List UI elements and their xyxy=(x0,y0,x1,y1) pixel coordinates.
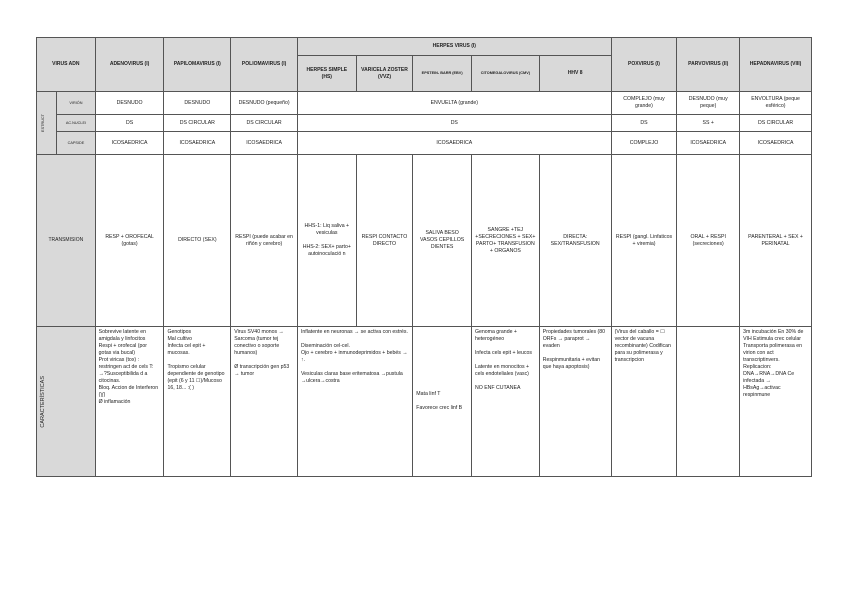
header-hhv8: HHV 8 xyxy=(539,56,611,92)
virion-adeno: DESNUDO xyxy=(95,92,164,115)
acnucleico-polioma: DS CIRCULAR xyxy=(231,115,298,132)
caract-polioma: Virus SV40 monos → Sarcoma (tumor tej conectivo o soporte humanos) Ø transcripción gen p53 → tumor xyxy=(231,327,298,477)
header-poxvirus: POXVIRUS (I) xyxy=(611,38,677,92)
virion-polioma: DESNUDO (pequeño) xyxy=(231,92,298,115)
header-citomegalovirus: CITOMEGALOVIRUS (CMV) xyxy=(471,56,539,92)
side-acnucleico: AC.NUCLEI xyxy=(57,115,95,132)
header-virus-adn: VIRUS ADN xyxy=(37,38,96,92)
capside-herpes: ICOSAEDRICA xyxy=(297,132,611,155)
virion-hepadna: ENVOLTURA (peque esférico) xyxy=(740,92,812,115)
side-estruct: ESTRUCT xyxy=(37,92,57,155)
acnucleico-pox: DS xyxy=(611,115,677,132)
transmision-herpes-simple: HHS-1: Liq saliva + vesiculas HHS-2: SEX+ parto+ autoinoculació n xyxy=(297,155,356,327)
transmision-cmv: SANGRE +TEJ +SECRECIONES + SEX+ PARTO+ TRANSFUSION + ORGANOS xyxy=(471,155,539,327)
virion-pox: COMPLEJO (muy grande) xyxy=(611,92,677,115)
transmision-parvo: ORAL + RESPI (secreciones) xyxy=(677,155,740,327)
side-capside: CAPSIDE xyxy=(57,132,95,155)
capside-pox: COMPLEJO xyxy=(611,132,677,155)
capside-adeno: ICOSAEDRICA xyxy=(95,132,164,155)
header-varicela-zoster: VARICELA ZOSTER (VVZ) xyxy=(356,56,413,92)
transmision-papiloma: DIRECTO (SEX) xyxy=(164,155,231,327)
acnucleico-hepadna: DS CIRCULAR xyxy=(740,115,812,132)
transmision-hhv8: DIRECTA: SEX/TRANSFUSION xyxy=(539,155,611,327)
transmision-hepadna: PARENTERAL + SEX + PERINATAL xyxy=(740,155,812,327)
side-virion: VIRIÓN xyxy=(57,92,95,115)
virus-table xyxy=(36,37,812,477)
caract-cmv: Genoma grande + heterogéneo Infecta cels epit + leucos Latente en monocitos + cels endoteliales (vasc) NO ENF CUTANEA xyxy=(471,327,539,477)
header-herpes-simple: HERPES SIMPLE (HS) xyxy=(297,56,356,92)
header-epstein-barr: EPSTEIN- BARR (EBV) xyxy=(413,56,472,92)
transmision-varicela: RESPI CONTACTO DIRECTO xyxy=(356,155,413,327)
acnucleico-herpes: DS xyxy=(297,115,611,132)
transmision-ebv: SALIVA BESO VASOS CEPILLOS DIENTES xyxy=(413,155,472,327)
header-papilomavirus: PAPILOMAVIRUS (I) xyxy=(164,38,231,92)
capside-papiloma: ICOSAEDRICA xyxy=(164,132,231,155)
side-transmision: TRANSMISION xyxy=(37,155,96,327)
caract-herpes-simple-varicela: Inflatente en neuronas → se activa con estrés. Diseminación cel-cel. Ojo + cerebro + inmunodeprimidos + bebés → ↑. Vesiculas claras base eritematosa →pustula →ulcera→costra xyxy=(297,327,412,477)
transmision-adeno: RESP + OROFECAL (gotas) xyxy=(95,155,164,327)
virion-papiloma: DESNUDO xyxy=(164,92,231,115)
side-caracteristicas: CARACTERÍSTICAS xyxy=(37,327,96,477)
header-poliomavirus: POLIOMAVIRUS (I) xyxy=(231,38,298,92)
caract-parvo xyxy=(677,327,740,477)
transmision-polioma: RESPI (puede acabar en riñón y cerebro) xyxy=(231,155,298,327)
virion-herpes: ENVUELTA (grande) xyxy=(297,92,611,115)
capside-hepadna: ICOSAEDRICA xyxy=(740,132,812,155)
capside-polioma: ICOSAEDRICA xyxy=(231,132,298,155)
transmision-pox: RESPI (gangl. Linfaticos + viremia) xyxy=(611,155,677,327)
caract-ebv: Mata linf T Favorece crec linf B xyxy=(413,327,472,477)
acnucleico-parvo: SS + xyxy=(677,115,740,132)
header-herpes-group: HERPES VIRUS (I) xyxy=(297,38,611,56)
capside-parvo: ICOSAEDRICA xyxy=(677,132,740,155)
header-parvovirus: PARVOVIRUS (II) xyxy=(677,38,740,92)
header-hepadnavirus: HEPADNAVIRUS (VIII) xyxy=(740,38,812,92)
caract-hhv8: Propiedades tumorales (80 ORFs → paraprot → evaden Respinmunitaria + evitan que haya apoptosis) xyxy=(539,327,611,477)
acnucleico-papiloma: DS CIRCULAR xyxy=(164,115,231,132)
caract-papiloma: Genotipos Mal cultivo Infecta cel epit + mucosas. Tropismo celular dependiente de genotipo (epit (6 y 11 ☐)/Mucoso 16, 18... :( ) xyxy=(164,327,231,477)
caract-pox: (Virus del caballo = ☐ vector de vacuna recombinante) Codifican para su polimerasa y transcripcion xyxy=(611,327,677,477)
virion-parvo: DESNUDO (muy peque) xyxy=(677,92,740,115)
caract-hepadna: 3m incubación En 30% de VIH Estimula crec celular Transporta polimerasa en virion con act transcriptinvers. Replicacion: DNA→RNA→DNA Ce infectada → HBsAg→activac respinmune xyxy=(740,327,812,477)
header-adenovirus: ADENOVIRUS (I) xyxy=(95,38,164,92)
acnucleico-adeno: DS xyxy=(95,115,164,132)
caract-adeno: Sobrevive latente en amigdala y linfocitos Respi + orofecal (por gotas via bucal) Prot viricas (tox) : restringen act de cels T: →?Susceptibilida d a citocinas. Bloq. Accion de Interferon (Ɣ) Ø inflamación xyxy=(95,327,164,477)
